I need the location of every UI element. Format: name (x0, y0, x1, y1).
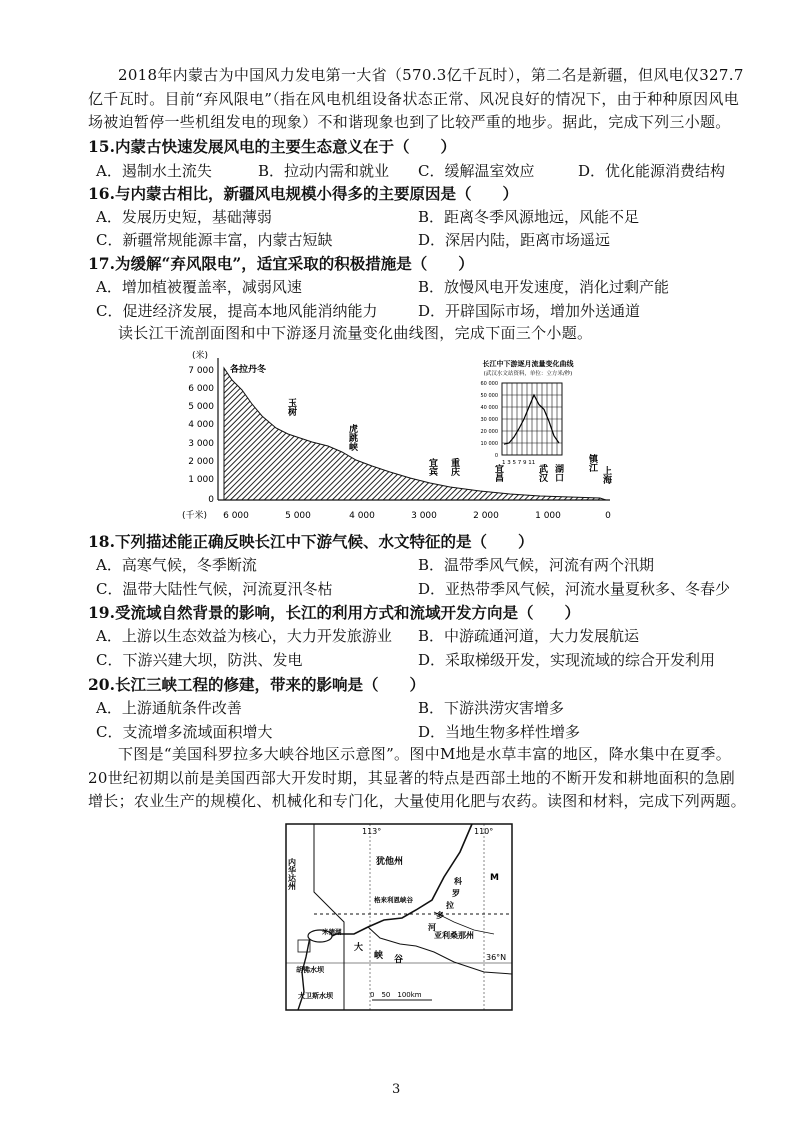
profile-x-tick: 4 000 (349, 511, 375, 521)
profile-y-unit: (米) (192, 351, 209, 361)
svg-text:科: 科 (454, 877, 462, 886)
q19-option-c[interactable]: C．下游兴建大坝，防洪、发电 (96, 651, 303, 669)
question-16: 16.与内蒙古相比，新疆风电规模小得多的主要原因是（ ） (88, 184, 518, 203)
profile-y-tick: 5 000 (188, 402, 214, 412)
svg-text:大: 大 (354, 943, 364, 953)
q18-option-b[interactable]: B．温带季风气候，河流有两个汛期 (418, 556, 655, 574)
flow-y-tick: 0 (494, 453, 498, 459)
flow-y-tick: 50 000 (480, 393, 498, 399)
place-chongqing: 重庆 (449, 458, 459, 476)
state-nevada: 内华达州 (287, 858, 297, 890)
intro-grand-canyon: 下图是“美国科罗拉多大峡谷地区示意图”。图中M地是水草丰富的地区，降水集中在夏季。20世纪初期以前是美国西部大开发时期，其显著的特点是西部土地的不断开发和耕地面积的急剧增长；农业生产的规模化、机械化和专门化，大量使用化肥与农药。读图和材料，完成下列两题。 (88, 745, 746, 810)
flow-title: 长江中下游逐月流量变化曲线 (482, 360, 574, 368)
q17-option-d[interactable]: D．开辟国际市场，增加外送通道 (418, 302, 641, 320)
profile-y-tick: 1 000 (188, 475, 214, 485)
profile-x-ticks (223, 511, 611, 521)
svg-text:谷: 谷 (394, 955, 404, 965)
question-15: 15.内蒙古快速发展风电的主要生态意义在于（ ） (88, 137, 456, 156)
place-zhenjiang: 镇江 (587, 454, 597, 472)
q15-option-b[interactable]: B．拉动内需和就业 (258, 162, 390, 180)
yangtze-profile-figure (180, 346, 620, 524)
place-geladandong: 各拉丹冬 (230, 365, 267, 375)
q19-option-a[interactable]: A．上游以生态效益为核心，大力开发旅游业 (96, 627, 392, 645)
q15-option-a[interactable]: A．遏制水土流失 (96, 162, 212, 180)
profile-x-tick: 0 (605, 511, 611, 521)
q20-option-a[interactable]: A．上游通航条件改善 (96, 699, 242, 717)
profile-x-tick: 5 000 (285, 511, 311, 521)
svg-text:多: 多 (436, 911, 444, 920)
map-lon-113: 113° (362, 827, 382, 836)
profile-y-tick: 4 000 (188, 420, 214, 430)
profile-x-tick: 2 000 (473, 511, 499, 521)
place-hutiaoxia: 虎跳峡 (347, 424, 357, 451)
hoover-dam-label: 胡佛水坝 (296, 966, 324, 974)
q20-option-b[interactable]: B．下游洪涝灾害增多 (418, 699, 565, 717)
q16-option-b[interactable]: B．距离冬季风源地远，风能不足 (418, 208, 640, 226)
profile-y-tick: 0 (208, 495, 214, 505)
flow-y-ticks (481, 381, 499, 459)
q18-option-c[interactable]: C．温带大陆性气候，河流夏汛冬枯 (96, 580, 333, 598)
profile-y-tick: 3 000 (188, 439, 214, 449)
profile-x-tick: 1 000 (535, 511, 561, 521)
q18-option-d[interactable]: D．亚热带季风气候，河流水量夏秋多、冬春少 (418, 580, 731, 598)
state-utah: 犹他州 (376, 857, 404, 867)
flow-y-tick: 10 000 (480, 441, 498, 447)
svg-text:河: 河 (428, 923, 436, 932)
svg-text:拉: 拉 (446, 901, 454, 910)
q19-option-d[interactable]: D．采取梯级开发，实现流域的综合开发利用 (418, 651, 716, 669)
question-18: 18.下列描述能正确反映长江中下游气候、水文特征的是（ ） (88, 532, 534, 551)
q17-option-b[interactable]: B．放慢风电开发速度，消化过剩产能 (418, 278, 670, 296)
place-hukou: 湖口 (553, 464, 563, 482)
profile-x-tick: 3 000 (411, 511, 437, 521)
q19-option-b[interactable]: B．中游疏通河道，大力发展航运 (418, 627, 640, 645)
q18-option-a[interactable]: A．高寒气候，冬季断流 (96, 556, 257, 574)
glen-canyon-label: 格来利恩峡谷 (374, 896, 413, 904)
profile-y-tick: 6 000 (188, 384, 214, 394)
question-20: 20.长江三峡工程的修建，带来的影响是（ ） (88, 675, 425, 694)
flow-y-tick: 30 000 (480, 417, 498, 423)
lake-mead-label: 米德湖 (322, 928, 342, 936)
svg-text:罗: 罗 (452, 889, 460, 898)
profile-y-tick: 2 000 (188, 457, 214, 467)
q16-option-a[interactable]: A．发展历史短，基础薄弱 (96, 208, 272, 226)
question-17: 17.为缓解“弃风限电”，适宜采取的积极措施是（ ） (88, 254, 474, 273)
intro-wind-power: 2018年内蒙古为中国风力发电第一大省（570.3亿千瓦时），第二名是新疆，但风电仅327.7亿千瓦时。目前“弃风限电”（指在风电机组设备状态正常、风况良好的情况下，由于种种原因风电场被迫暂停一些机组发电的现象）不和谐现象也到了比较严重的地步。据此，完成下列三小题。 (88, 66, 744, 131)
flow-grid (502, 383, 562, 455)
question-19: 19.受流域自然背景的影响，长江的利用方式和流域开发方向是（ ） (88, 603, 580, 622)
profile-y-tick: 7 000 (188, 366, 214, 376)
flow-y-tick: 20 000 (480, 429, 498, 435)
q20-option-c[interactable]: C．支流增多流域面积增大 (96, 723, 273, 741)
place-yibin: 宜宾 (427, 458, 437, 476)
profile-x-tick: 6 000 (223, 511, 249, 521)
q20-option-d[interactable]: D．当地生物多样性增多 (418, 723, 581, 741)
svg-text:峡: 峡 (374, 951, 384, 961)
q15-option-d[interactable]: D．优化能源消费结构 (578, 162, 726, 180)
place-yichang: 宜昌 (493, 464, 503, 482)
q17-option-c[interactable]: C．促进经济发展，提高本地风能消纳能力 (96, 302, 378, 320)
flow-x-ticks: 1 3 5 7 9 11 (502, 460, 536, 466)
map-m-label: M (490, 873, 499, 883)
flow-subtitle: (武汉水文站资料，单位：立方米/秒) (483, 371, 573, 377)
flow-y-tick: 40 000 (480, 405, 498, 411)
q16-option-c[interactable]: C．新疆常规能源丰富，内蒙古短缺 (96, 231, 333, 249)
place-shanghai: 上海 (601, 466, 611, 484)
profile-y-ticks (188, 366, 214, 505)
flow-y-tick: 60 000 (480, 381, 498, 387)
profile-x-unit: (千米) (182, 511, 208, 521)
davis-dam-label: 大卫斯水坝 (298, 992, 333, 1000)
q16-option-d[interactable]: D．深居内陆，距离市场遥远 (418, 231, 611, 249)
q17-option-a[interactable]: A．增加植被覆盖率，减弱风速 (96, 278, 302, 296)
state-arizona: 亚利桑那州 (434, 931, 474, 940)
map-lat-36: 36°N (486, 953, 507, 962)
flow-inset (481, 359, 575, 466)
map-lon-110: 110° (474, 827, 494, 836)
q15-option-c[interactable]: C．缓解温室效应 (418, 162, 535, 180)
grand-canyon-map (284, 822, 514, 1012)
map-scale-label: 0 50 100km (370, 991, 422, 999)
place-wuhan: 武汉 (537, 464, 547, 482)
place-yushu: 玉树 (286, 398, 296, 416)
page-number: 3 (392, 1082, 401, 1097)
intro-yangtze: 读长江干流剖面图和中下游逐月流量变化曲线图，完成下面三个小题。 (118, 324, 593, 342)
